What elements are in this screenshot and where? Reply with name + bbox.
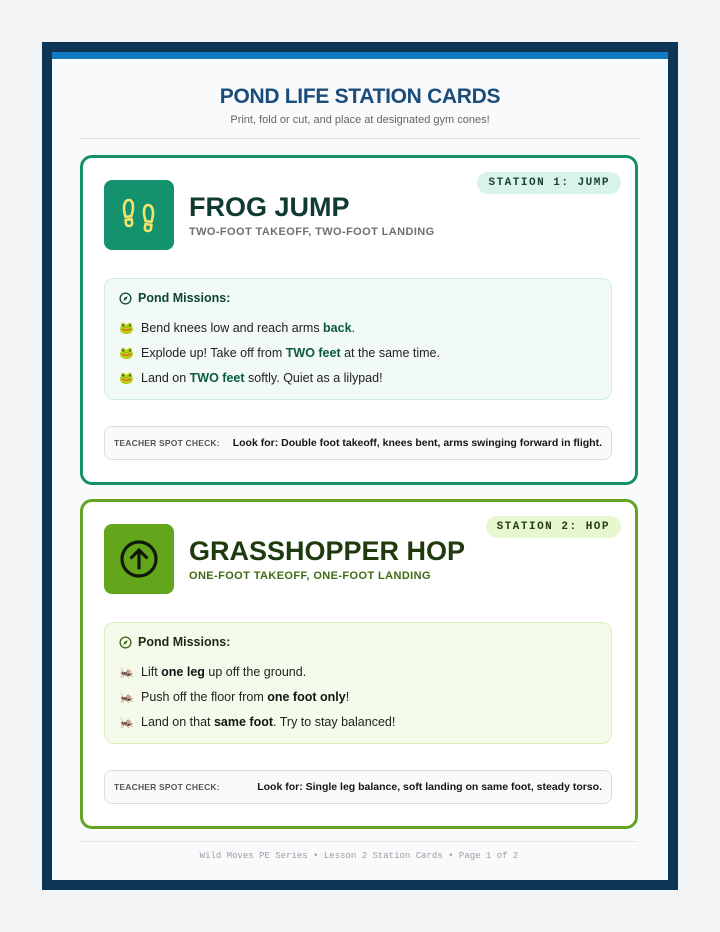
compass-icon bbox=[119, 636, 132, 649]
mission-text-post: up off the ground. bbox=[204, 664, 307, 679]
page-frame bbox=[42, 42, 678, 890]
mission-text-pre: Lift bbox=[141, 664, 162, 679]
mission-text-bold: TWO feet bbox=[189, 370, 245, 385]
mission-text-post: softly. Quiet as a lilypad! bbox=[244, 370, 383, 385]
missions-box bbox=[104, 622, 612, 744]
compass-icon bbox=[119, 292, 132, 305]
header-divider bbox=[80, 138, 640, 139]
mission-text-post: . bbox=[351, 320, 356, 335]
mission-item bbox=[119, 365, 597, 390]
page-subtitle: Print, fold or cut, and place at designated gym cones! bbox=[230, 114, 490, 126]
mission-item bbox=[119, 659, 597, 684]
teacher-spot-check bbox=[104, 770, 612, 804]
station-badge: STATION 1: JUMP bbox=[477, 172, 621, 194]
mission-text-post: ! bbox=[345, 689, 350, 704]
station-subtitle: ONE-FOOT TAKEOFF, ONE-FOOT LANDING bbox=[189, 570, 431, 582]
cricket-icon: 🦗 bbox=[119, 714, 134, 729]
mission-text-post: . Try to stay balanced! bbox=[273, 714, 396, 729]
teacher-spot-check bbox=[104, 426, 612, 460]
mission-text-bold: back bbox=[323, 320, 352, 335]
station-card-grasshopper-hop bbox=[80, 499, 638, 829]
spot-check-text: Look for: Double foot takeoff, knees bent, arms swinging forward in flight. bbox=[232, 437, 602, 449]
spot-check-text: Look for: Single leg balance, soft landing on same foot, steady torso. bbox=[257, 781, 602, 793]
missions-heading bbox=[119, 635, 597, 649]
mission-text-bold: one leg bbox=[161, 664, 205, 679]
arrow-up-circle-icon bbox=[104, 524, 174, 594]
footprints-icon bbox=[104, 180, 174, 250]
station-badge: STATION 2: HOP bbox=[486, 516, 621, 538]
frog-icon: 🐸 bbox=[119, 370, 134, 385]
spot-check-label: TEACHER SPOT CHECK: bbox=[114, 782, 220, 792]
station-card-frog-jump bbox=[80, 155, 638, 485]
mission-text-pre: Explode up! Take off from bbox=[141, 345, 286, 360]
missions-box bbox=[104, 278, 612, 400]
mission-text-pre: Land on that bbox=[141, 714, 214, 729]
station-subtitle: TWO-FOOT TAKEOFF, TWO-FOOT LANDING bbox=[189, 226, 435, 238]
station-title: GRASSHOPPER HOP bbox=[189, 536, 466, 566]
mission-text-bold: one foot only bbox=[267, 689, 346, 704]
spot-check-label: TEACHER SPOT CHECK: bbox=[114, 438, 220, 448]
page-header bbox=[52, 59, 668, 126]
frog-icon: 🐸 bbox=[119, 345, 134, 360]
mission-text-post: at the same time. bbox=[340, 345, 440, 360]
cricket-icon: 🦗 bbox=[119, 664, 134, 679]
cricket-icon: 🦗 bbox=[119, 689, 134, 704]
missions-heading-label: Pond Missions: bbox=[138, 635, 231, 649]
mission-text-pre: Push off the floor from bbox=[141, 689, 268, 704]
mission-text-bold: TWO feet bbox=[285, 345, 341, 360]
mission-text-bold: same foot bbox=[213, 714, 274, 729]
page-title: POND LIFE STATION CARDS bbox=[219, 85, 501, 108]
mission-item bbox=[119, 709, 597, 734]
frog-icon: 🐸 bbox=[119, 320, 134, 335]
mission-item bbox=[119, 340, 597, 365]
page-footer: Wild Moves PE Series • Lesson 2 Station Cards • Page 1 of 2 bbox=[80, 841, 638, 861]
missions-heading bbox=[119, 291, 597, 305]
station-title: FROG JUMP bbox=[189, 192, 350, 222]
missions-heading-label: Pond Missions: bbox=[138, 291, 231, 305]
mission-item bbox=[119, 684, 597, 709]
mission-text-pre: Land on bbox=[141, 370, 190, 385]
mission-item bbox=[119, 315, 597, 340]
sheet bbox=[52, 52, 668, 880]
mission-text-pre: Bend knees low and reach arms bbox=[141, 320, 324, 335]
